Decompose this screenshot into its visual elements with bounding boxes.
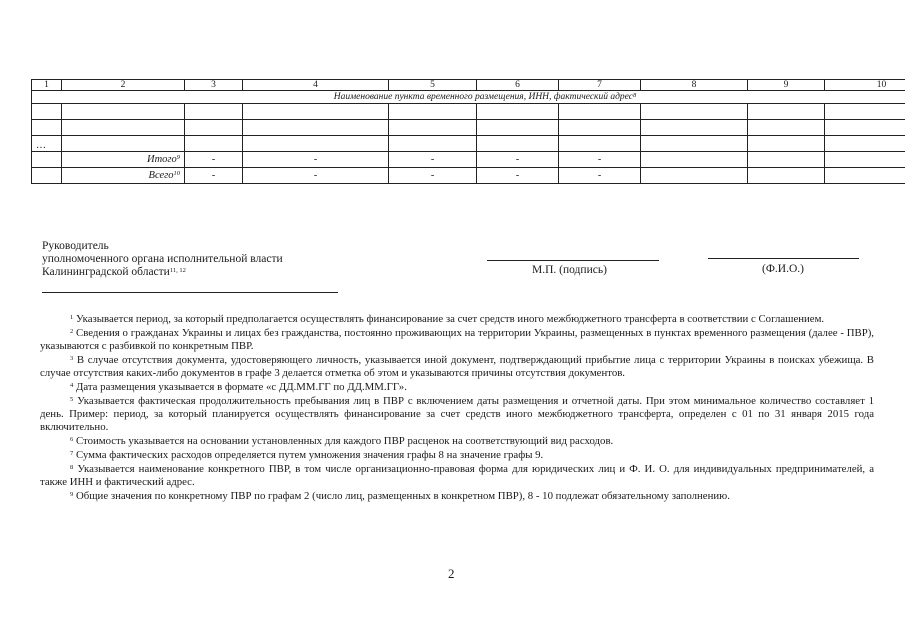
signature-block <box>42 240 283 279</box>
dash-cell: - <box>477 152 559 168</box>
col-num: 7 <box>559 80 641 91</box>
grand-total-row <box>32 168 905 184</box>
col-num: 4 <box>243 80 389 91</box>
footnote: $^1$ Указывается период, за который предполагается осуществлять финансирование за счет средств иного межбюджетного трансферта в соответствии с Соглашением. <box>70 313 825 325</box>
caption-row <box>32 91 905 104</box>
signature-line <box>487 260 659 261</box>
footnote: $^3$ В случае отсутствия документа, удостоверяющего личность, указывается иной документ, подтверждающий прибытие лица с территории Украины в поисках убежища. В случае отсутствия каких-либо документов в графе 3 делается отметка об этом и указываются причины отсутствия документов. <box>40 354 874 379</box>
dash-cell: - <box>185 168 243 184</box>
col-num: 9 <box>748 80 825 91</box>
col-num: 8 <box>641 80 748 91</box>
col-num: 2 <box>62 80 185 91</box>
signer-organ: уполномоченного органа исполнительной власти <box>42 253 283 265</box>
col-num: 3 <box>185 80 243 91</box>
pvr-caption: Наименование пункта временного размещения, ИНН, фактический адрес$^8$ <box>32 91 905 104</box>
report-table <box>31 79 905 184</box>
footnotes <box>40 313 874 504</box>
dash-cell: - <box>243 168 389 184</box>
total-label: Итого$^9$ <box>62 152 185 168</box>
table-row <box>32 136 905 152</box>
footnote: $^8$ Указывается наименование конкретного ПВР, в том числе организационно-правовая форма для юридических лиц и Ф. И. О. для индивидуальных предпринимателей, а также ИНН и фактический адрес. <box>40 463 874 488</box>
footnote: $^9$ Общие значения по конкретному ПВР по графам 2 (число лиц, размещенных в конкретном ПВР), 8 - 10 подлежат обязательному заполнению. <box>70 490 730 502</box>
col-num: 6 <box>477 80 559 91</box>
name-line <box>708 258 859 259</box>
grand-total-label: Всего$^{10}$ <box>62 168 185 184</box>
full-name-label: (Ф.И.О.) <box>762 263 804 275</box>
footnote: $^4$ Дата размещения указывается в формате «с ДД.ММ.ГГ по ДД.ММ.ГГ». <box>70 381 407 393</box>
ellipsis-cell: … <box>32 136 62 152</box>
stamp-signature-label: М.П. (подпись) <box>532 264 607 276</box>
table-row <box>32 104 905 120</box>
dash-cell: - <box>243 152 389 168</box>
footnote: $^2$ Сведения о гражданах Украины и лицах без гражданства, постоянно проживающих на территории Украины, размещенных в пунктах временного размещения (далее - ПВР), указываются с разбивкой по конкретным ПВР. <box>40 327 874 352</box>
column-numbers-row <box>32 80 905 91</box>
footnote: $^6$ Стоимость указывается на основании установленных для каждого ПВР расценок на соответствующий вид расходов. <box>70 435 614 447</box>
dash-cell: - <box>559 152 641 168</box>
footnote: $^5$ Указывается фактическая продолжительность пребывания лиц в ПВР с включением даты размещения и отчетной даты. При этом минимальное количество составляет 1 день. Пример: период, за который планируется осуществлять финансирование за счет средств иного межбюджетного трансферта, определен с 01 по 31 января 2015 года включительно. <box>40 395 875 433</box>
page-number: 2 <box>448 566 455 581</box>
signer-region: Калининградской области$^{11, 12}$ <box>42 266 186 278</box>
dash-cell: - <box>477 168 559 184</box>
total-row <box>32 152 905 168</box>
footnote: $^7$ Сумма фактических расходов определяется путем умножения значения графы 8 на значение графы 9. <box>70 449 544 461</box>
col-num: 10 <box>825 80 905 91</box>
col-num: 1 <box>32 80 62 91</box>
dash-cell: - <box>389 168 477 184</box>
dash-cell: - <box>185 152 243 168</box>
col-num: 5 <box>389 80 477 91</box>
signer-title: Руководитель <box>42 240 109 252</box>
dash-cell: - <box>559 168 641 184</box>
signer-underline <box>42 292 338 293</box>
table-row <box>32 120 905 136</box>
dash-cell: - <box>389 152 477 168</box>
